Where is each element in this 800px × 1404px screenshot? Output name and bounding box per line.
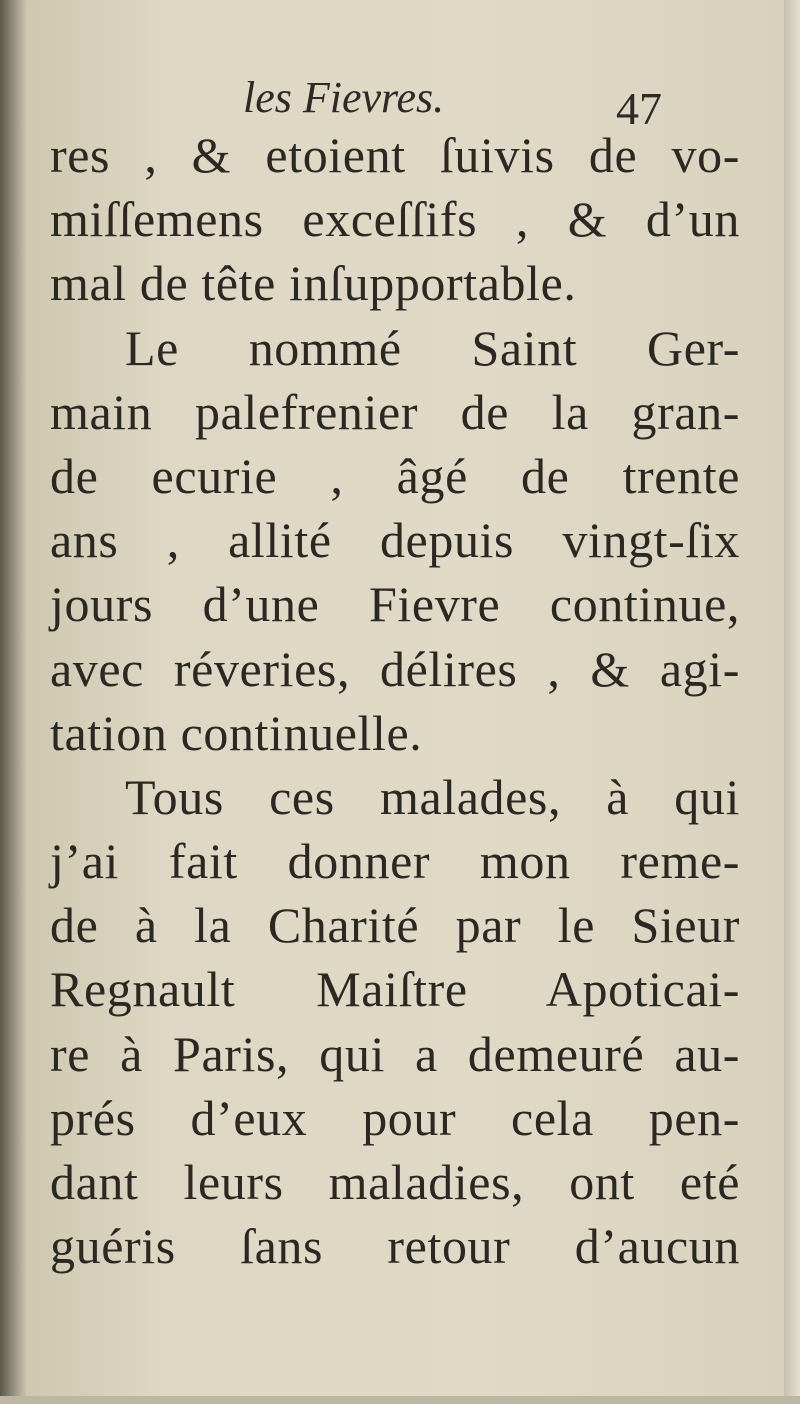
paragraph-start-line: Le nommé Saint Ger- bbox=[125, 319, 740, 376]
text-line: guéris ſans retour d’aucun bbox=[50, 1218, 740, 1275]
text-line: jours d’une Fievre continue, bbox=[50, 576, 740, 633]
paragraph-start-line: Tous ces malades, à qui bbox=[125, 768, 740, 825]
text-line: miſſemens exceſſifs , & d’un bbox=[50, 191, 740, 248]
text-line: de à la Charité par le Sieur bbox=[50, 897, 740, 954]
text-line: de ecurie , âgé de trente bbox=[50, 447, 740, 504]
text-line: re à Paris, qui a demeuré au- bbox=[50, 1025, 740, 1082]
text-line: res , & etoient ſuivis de vo- bbox=[50, 127, 740, 183]
text-line: main palefrenier de la gran- bbox=[50, 383, 740, 440]
text-line: j’ai fait donner mon reme- bbox=[50, 833, 740, 890]
text-line: avec réveries, délires , & agi- bbox=[50, 640, 740, 697]
text-line: ans , allité depuis vingt-ſix bbox=[50, 512, 740, 569]
page-number: 47 bbox=[616, 83, 662, 134]
bottom-edge bbox=[0, 1396, 800, 1404]
text-line: mal de tête inſupportable. bbox=[50, 255, 577, 312]
text-line: Regnault Maiſtre Apoticai- bbox=[50, 961, 740, 1018]
body-text bbox=[50, 123, 740, 1278]
text-line: tation continuelle. bbox=[50, 704, 423, 761]
right-margin-edge bbox=[784, 0, 800, 1404]
running-head: les Fievres. bbox=[243, 73, 445, 122]
text-line: dant leurs maladies, ont eté bbox=[50, 1154, 740, 1210]
text-line: prés d’eux pour cela pen- bbox=[50, 1089, 740, 1146]
